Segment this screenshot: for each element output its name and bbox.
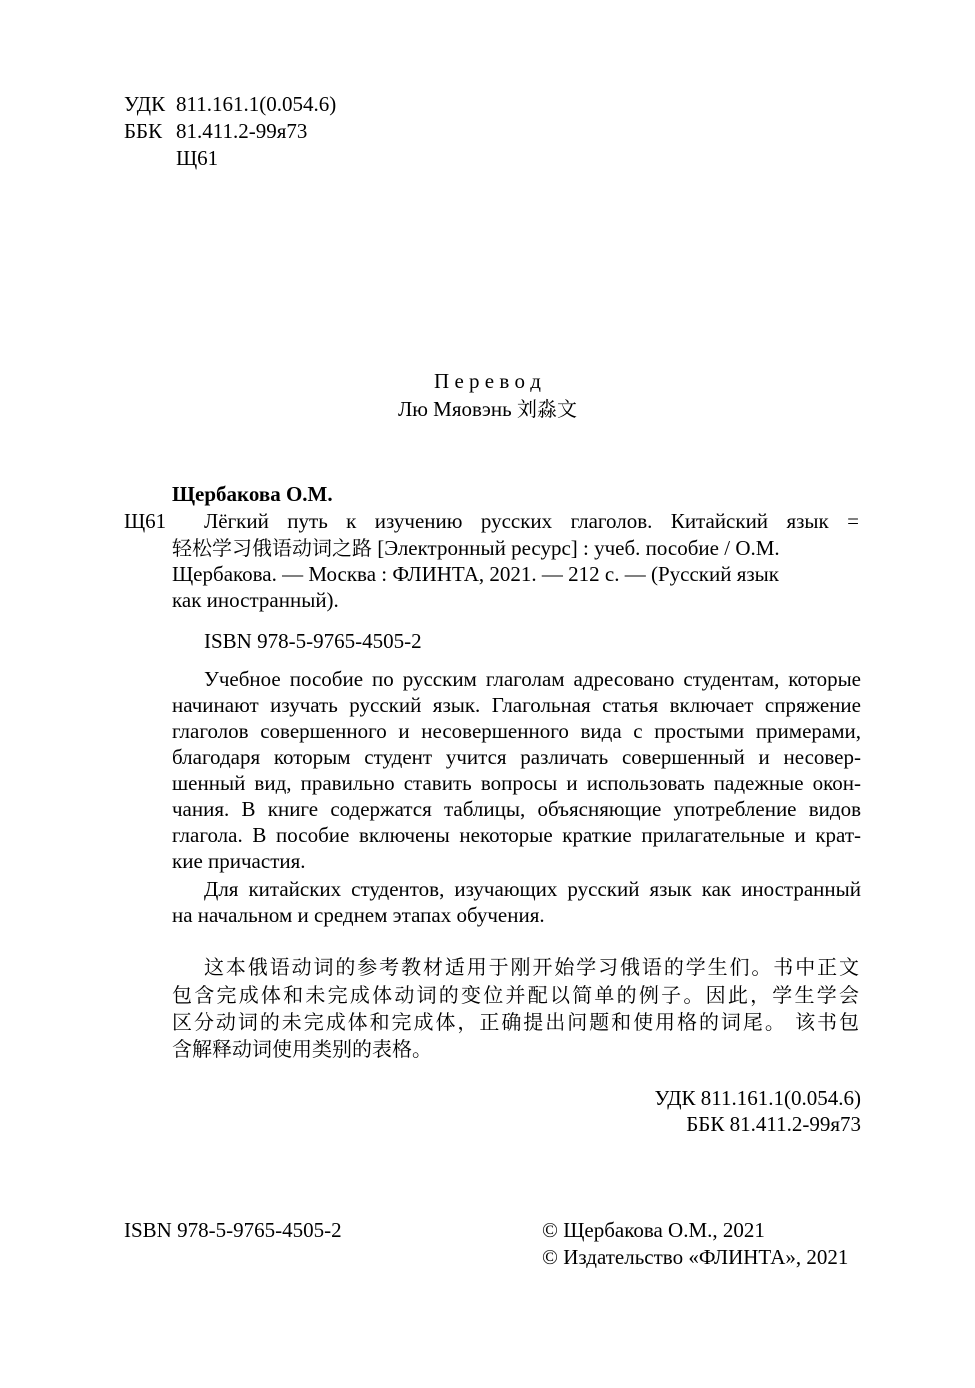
abstract-ru-line: Учебное пособие по русским глаголам адресовано студентам, которые (204, 667, 861, 691)
translation-heading: П е р е в о д (434, 369, 541, 393)
copyright-publisher: © Издательство «ФЛИНТА», 2021 (542, 1245, 849, 1269)
translator-ru: Лю Мяовэнь (397, 397, 512, 421)
bib-sign: Щ61 (124, 509, 167, 533)
bbk-label: ББК (124, 119, 163, 143)
translator-zh: 刘淼文 (517, 397, 577, 421)
bib-line-4: как иностранный). (172, 588, 339, 612)
bib-title-zh: 轻松学习俄语动词之路 (172, 536, 372, 560)
abstract-zh-line: 这本俄语动词的参考教材适用于刚开始学习俄语的学生们。书中正文 (204, 955, 859, 979)
bbk-value: 81.411.2-99я73 (176, 119, 308, 143)
bib-line-3: Щербакова. — Москва : ФЛИНТА, 2021. — 212 с. — (Русский язык (172, 562, 779, 586)
bbk-line-top (124, 118, 307, 144)
abstract-zh-line: 含解释动词使用类别的表格。 (172, 1037, 432, 1061)
abstract-ru-line: чания. В книге содержатся таблицы, объясняющие употребление видов (172, 797, 861, 821)
udk-line-top (124, 91, 336, 117)
abstract-ru-line: кие причастия. (172, 849, 306, 873)
copyright-author: © Щербакова О.М., 2021 (542, 1218, 765, 1242)
udk-line-bottom: УДК 811.161.1(0.054.6) (654, 1086, 861, 1110)
abstract-ru-line: глагола. В пособие включены некоторые краткие прилагательные и крат- (172, 823, 861, 847)
author-sign-top: Щ61 (176, 146, 219, 170)
abstract-zh-line: 区分动词的未完成体和完成体，正确提出问题和使用格的词尾。 该书包 (172, 1010, 859, 1034)
bib-isbn: ISBN 978-5-9765-4505-2 (204, 629, 422, 653)
udk-value: 811.161.1(0.054.6) (176, 92, 337, 116)
abstract-zh-line: 包含完成体和未完成体动词的变位并配以简单的例子。因此，学生学会 (172, 983, 859, 1007)
bib-line-2-rest: [Электронный ресурс] : учеб. пособие / О.М. (377, 536, 780, 560)
abstract-ru-line: шенный вид, правильно ставить вопросы и использовать падежные окон- (172, 771, 861, 795)
udk-label: УДК (124, 92, 166, 116)
abstract-ru-line: благодаря которым студент учится различать совершенный и несовер- (172, 745, 861, 769)
translator-line (0, 396, 975, 422)
bib-line-1: Лёгкий путь к изучению русских глаголов. Китайский язык = (204, 509, 859, 533)
abstract-ru-line: на начальном и среднем этапах обучения. (172, 903, 545, 927)
bbk-line-bottom: ББК 81.411.2-99я73 (686, 1112, 861, 1136)
bib-line-2 (172, 535, 780, 561)
bib-author: Щербакова О.М. (172, 482, 333, 506)
abstract-ru-line: начинают изучать русский язык. Глагольная статья включает спряжение (172, 693, 861, 717)
abstract-ru-line: глаголов совершенного и несовершенного вида с простыми примерами, (172, 719, 861, 743)
abstract-ru-line: Для китайских студентов, изучающих русский язык как иностранный (204, 877, 861, 901)
footer-isbn: ISBN 978-5-9765-4505-2 (124, 1218, 342, 1242)
